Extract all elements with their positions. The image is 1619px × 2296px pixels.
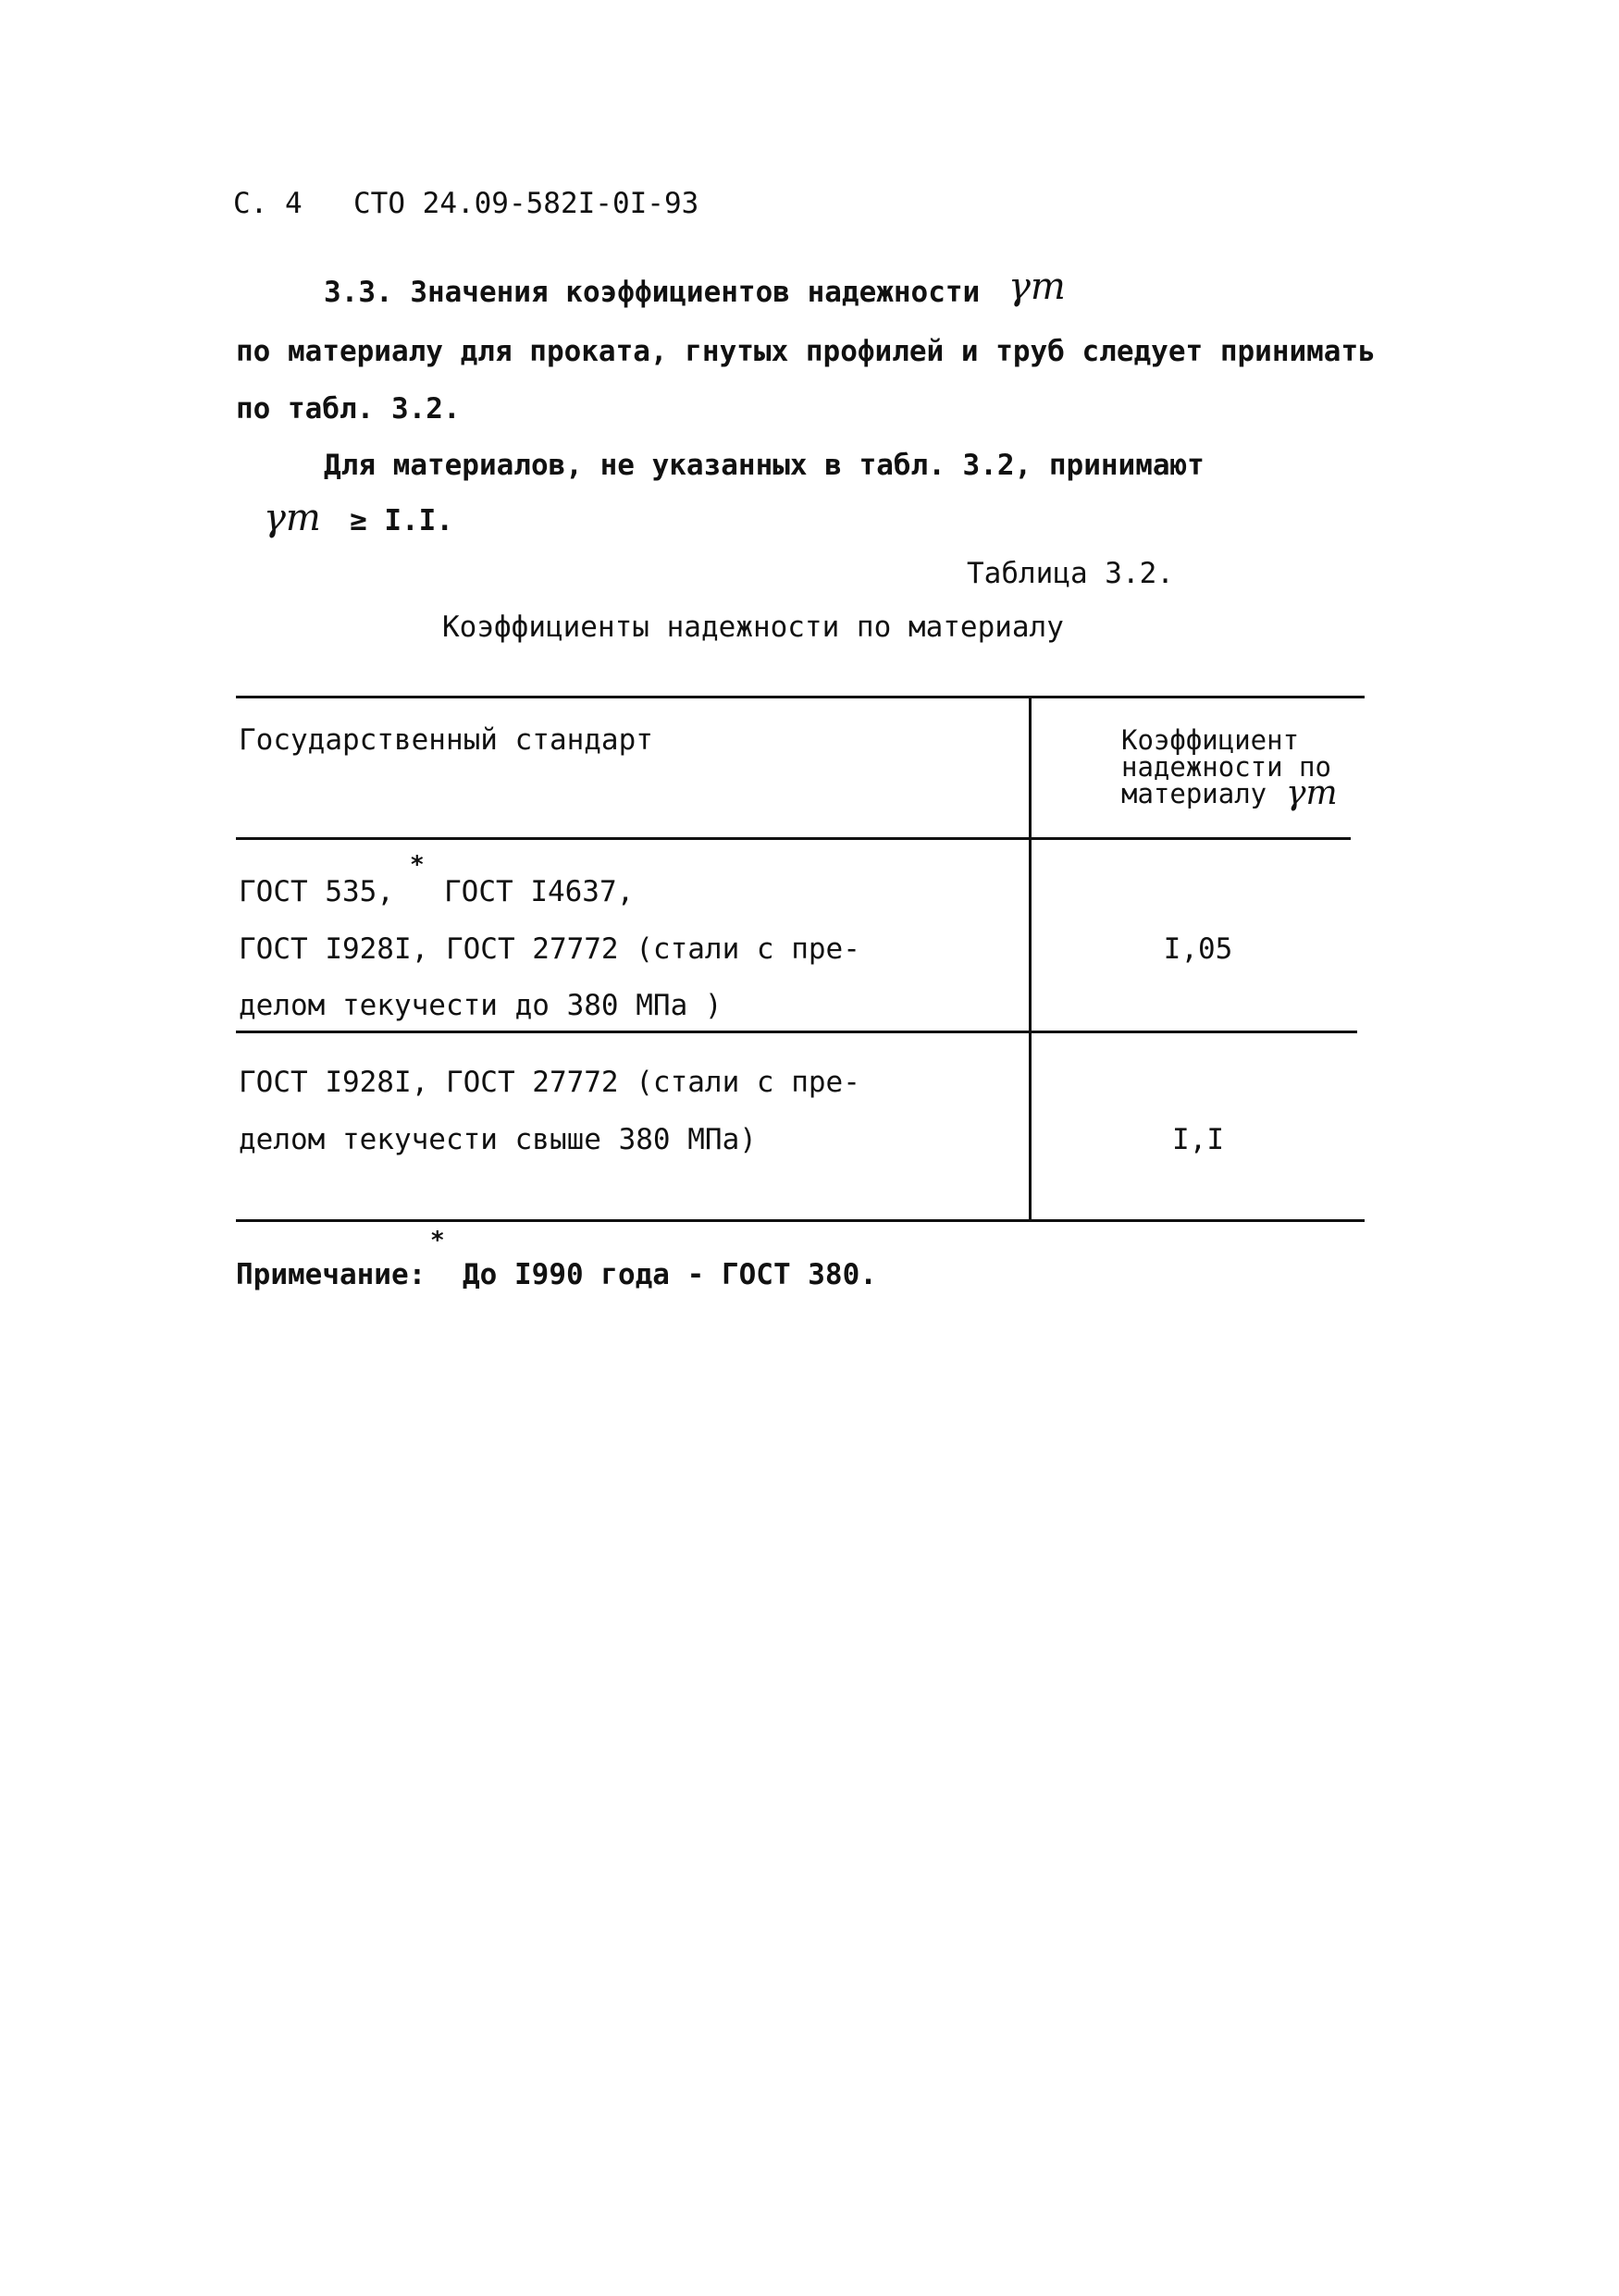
- table-top-rule: [236, 696, 1365, 698]
- clause-line-4: Для материалов, не указанных в табл. 3.2, принимают: [324, 449, 1205, 482]
- header-coefficient-line-2: надежности по: [1121, 751, 1331, 783]
- row-1-standards-line-1b: ГОСТ I4637,: [444, 875, 635, 908]
- row-2-standards-line-2: делом текучести свыше 380 МПа): [239, 1123, 757, 1156]
- table-label: Таблица 3.2.: [967, 557, 1174, 590]
- gamma-m-symbol: γm: [264, 497, 321, 539]
- table-header-rule: [236, 837, 1351, 840]
- row-2-coefficient: I,I: [1172, 1123, 1224, 1156]
- table-row-rule: [236, 1031, 1357, 1033]
- row-1-coefficient: I,05: [1163, 932, 1233, 966]
- note-label: Примечание:: [236, 1258, 426, 1291]
- page-number: С. 4: [233, 187, 303, 220]
- table-title: Коэффициенты надежности по материалу: [442, 611, 1064, 644]
- header-coefficient-line-1: Коэффициент: [1121, 724, 1300, 756]
- gamma-m-symbol: γm: [1286, 774, 1338, 812]
- header-state-standard: Государственный стандарт: [239, 723, 653, 757]
- footnote-mark: *: [410, 851, 425, 879]
- clause-line-2: по материалу для проката, гнутых профилей и труб следует принимать: [236, 335, 1376, 368]
- header-coefficient-line-3: материалу: [1121, 778, 1267, 809]
- row-1-standards-line-1a: ГОСТ 535,: [239, 875, 394, 908]
- document-code: СТО 24.09-582I-0I-93: [353, 187, 699, 220]
- note-text: До I990 года - ГОСТ 380.: [463, 1258, 877, 1291]
- footnote-mark: *: [430, 1227, 445, 1254]
- table-bottom-rule: [236, 1219, 1365, 1222]
- row-1-standards-line-3: делом текучести до 380 МПа ): [239, 989, 723, 1022]
- row-1-standards-line-2: ГОСТ I928I, ГОСТ 27772 (стали с пре-: [239, 932, 860, 966]
- row-2-standards-line-1: ГОСТ I928I, ГОСТ 27772 (стали с пре-: [239, 1066, 860, 1099]
- gamma-m-symbol: γm: [1008, 265, 1066, 308]
- clause-line-1: 3.3. Значения коэффициентов надежности: [324, 276, 981, 309]
- gamma-relation: ≥ I.I.: [350, 504, 453, 537]
- clause-line-3: по табл. 3.2.: [236, 392, 461, 426]
